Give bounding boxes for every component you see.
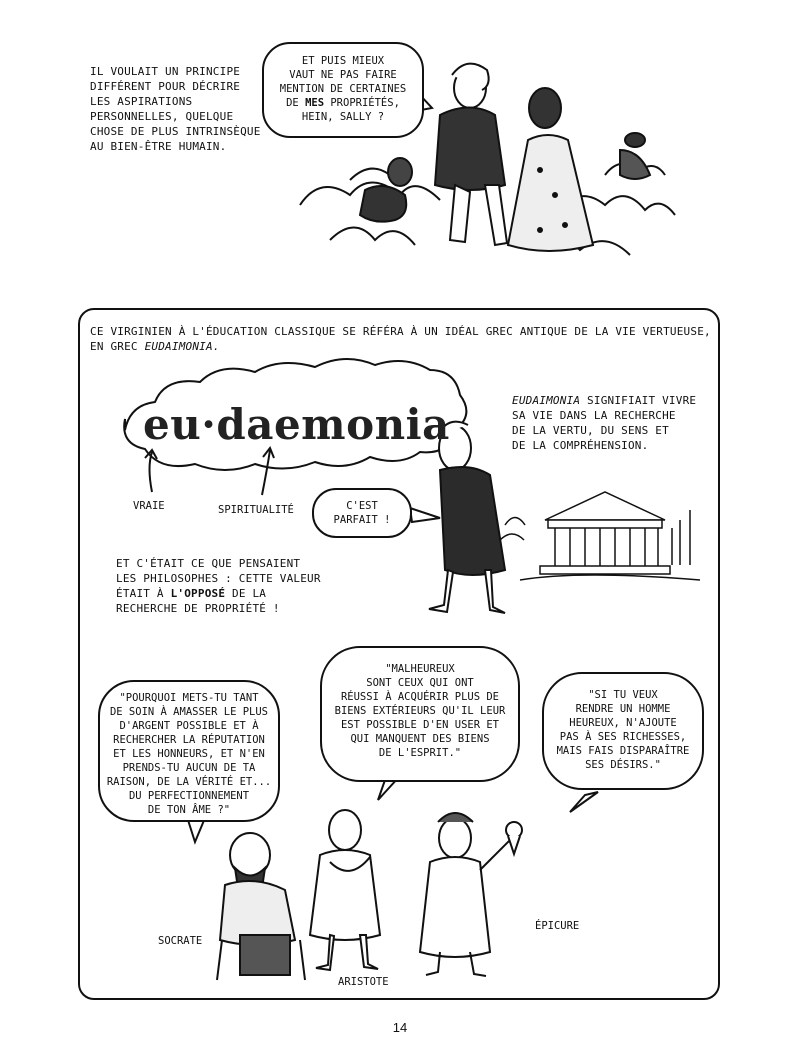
intro-line: CE VIRGINIEN À L'ÉDUCATION CLASSIQUE SE RÉFÉRA À UN IDÉAL GREC ANTIQUE DE LA VIE VERTUEUSE,	[90, 325, 711, 338]
epicure-speech-bubble	[542, 672, 704, 790]
quote-line: "MALHEUREUX	[385, 663, 455, 675]
emphasis-text: L'OPPOSÉ	[170, 587, 226, 600]
top-caption-line: DIFFÉRENT POUR DÉCRIRE	[90, 80, 241, 93]
quote-line: PRENDS-TU AUCUN DE TA	[122, 762, 256, 774]
cest-parfait-bubble	[312, 488, 412, 538]
bubble-line: C'EST	[346, 500, 378, 512]
quote-line: RENDRE UN HOMME	[575, 703, 671, 715]
quote-line: DU PERFECTIONNEMENT	[128, 790, 250, 802]
definition-line	[512, 393, 696, 408]
panel-intro-caption	[90, 324, 711, 354]
quote-line: RAISON, DE LA VÉRITÉ ET...	[106, 776, 272, 788]
quote-line: RÉUSSI À ACQUÉRIR PLUS DE	[340, 691, 500, 703]
bubble-text: DE	[286, 97, 306, 109]
quote-line: BIENS EXTÉRIEURS QU'IL LEUR	[334, 705, 506, 717]
quote-line: RECHERCHER LA RÉPUTATION	[113, 734, 265, 746]
quote-line: DE TON ÂME ?"	[147, 804, 231, 816]
bubble-line	[264, 96, 422, 110]
definition-line: DE LA COMPRÉHENSION.	[512, 439, 649, 452]
philosophes-text: DE LA	[225, 587, 267, 600]
top-caption-line: IL VOULAIT UN PRINCIPE	[90, 65, 241, 78]
page-number: 14	[392, 1020, 408, 1035]
quote-line: EST POSSIBLE D'EN USER ET	[340, 719, 500, 731]
quote-line: PAS À SES RICHESSES,	[559, 731, 687, 743]
jefferson-top-illustration	[435, 64, 507, 245]
bubble-line: VAUT NE PAS FAIRE	[289, 69, 397, 81]
intro-text: EN GREC	[90, 340, 145, 353]
quote-line: "POURQUOI METS-TU TANT	[119, 692, 259, 704]
philosophes-line: RECHERCHE DE PROPRIÉTÉ !	[116, 602, 280, 615]
top-caption-line: PERSONNELLES, QUELQUE	[90, 110, 234, 123]
bubble-text: PROPRIÉTÉS,	[324, 97, 400, 109]
gloss-vraie: VRAIE	[133, 500, 165, 512]
quote-line: QUI MANQUENT DES BIENS	[350, 733, 490, 745]
emphasis-text: MES	[305, 97, 325, 109]
definition-line: SA VIE DANS LA RECHERCHE	[512, 409, 676, 422]
basket-worker-illustration	[620, 133, 650, 179]
eudaemonia-word: eu·daemonia	[143, 400, 450, 449]
top-caption-line: AU BIEN-ÊTRE HUMAIN.	[90, 140, 227, 153]
bubble-line: ET PUIS MIEUX	[301, 55, 385, 67]
quote-line: ET LES HONNEURS, ET N'EN	[113, 748, 265, 760]
aristote-name-label: ARISTOTE	[338, 976, 389, 988]
top-caption-line: CHOSE DE PLUS INTRINSÈQUE	[90, 125, 261, 138]
aristote-speech-bubble	[320, 646, 520, 782]
quote-line: D'ARGENT POSSIBLE ET À	[119, 720, 259, 732]
quote-line: SONT CEUX QUI ONT	[366, 677, 474, 689]
philosophes-line	[116, 586, 321, 601]
bubble-line: MENTION DE CERTAINES	[279, 83, 407, 95]
definition-italic-text: EUDAIMONIA	[512, 394, 581, 407]
quote-line: SES DÉSIRS."	[585, 759, 661, 771]
bubble-line: PARFAIT !	[333, 514, 391, 526]
definition-caption	[512, 393, 696, 453]
bubble-line: HEIN, SALLY ?	[301, 111, 385, 123]
sally-top-illustration	[508, 88, 593, 251]
jefferson-speech-bubble	[262, 42, 424, 138]
intro-italic-text: EUDAIMONIA.	[144, 340, 220, 353]
definition-line: DE LA VERTU, DU SENS ET	[512, 424, 669, 437]
quote-line: HEUREUX, N'AJOUTE	[569, 717, 677, 729]
philosophes-line: ET C'ÉTAIT CE QUE PENSAIENT	[116, 557, 301, 570]
definition-text: SIGNIFIAIT VIVRE	[580, 394, 697, 407]
philosophes-caption	[116, 556, 321, 616]
philosophes-text: ÉTAIT À	[116, 587, 171, 600]
top-caption	[90, 64, 261, 154]
philosophes-line: LES PHILOSOPHES : CETTE VALEUR	[116, 572, 321, 585]
intro-line	[90, 339, 711, 354]
socrate-speech-bubble	[98, 680, 280, 822]
quote-line: DE SOIN À AMASSER LE PLUS	[109, 706, 269, 718]
gloss-spiritualite: SPIRITUALITÉ	[218, 504, 294, 516]
quote-line: "SI TU VEUX	[588, 689, 658, 701]
epicure-name-label: ÉPICURE	[535, 920, 580, 932]
quote-line: MAIS FAIS DISPARAÎTRE	[556, 745, 690, 757]
top-caption-line: LES ASPIRATIONS	[90, 95, 193, 108]
quote-line: DE L'ESPRIT."	[378, 747, 462, 759]
socrate-name-label: SOCRATE	[158, 935, 203, 947]
